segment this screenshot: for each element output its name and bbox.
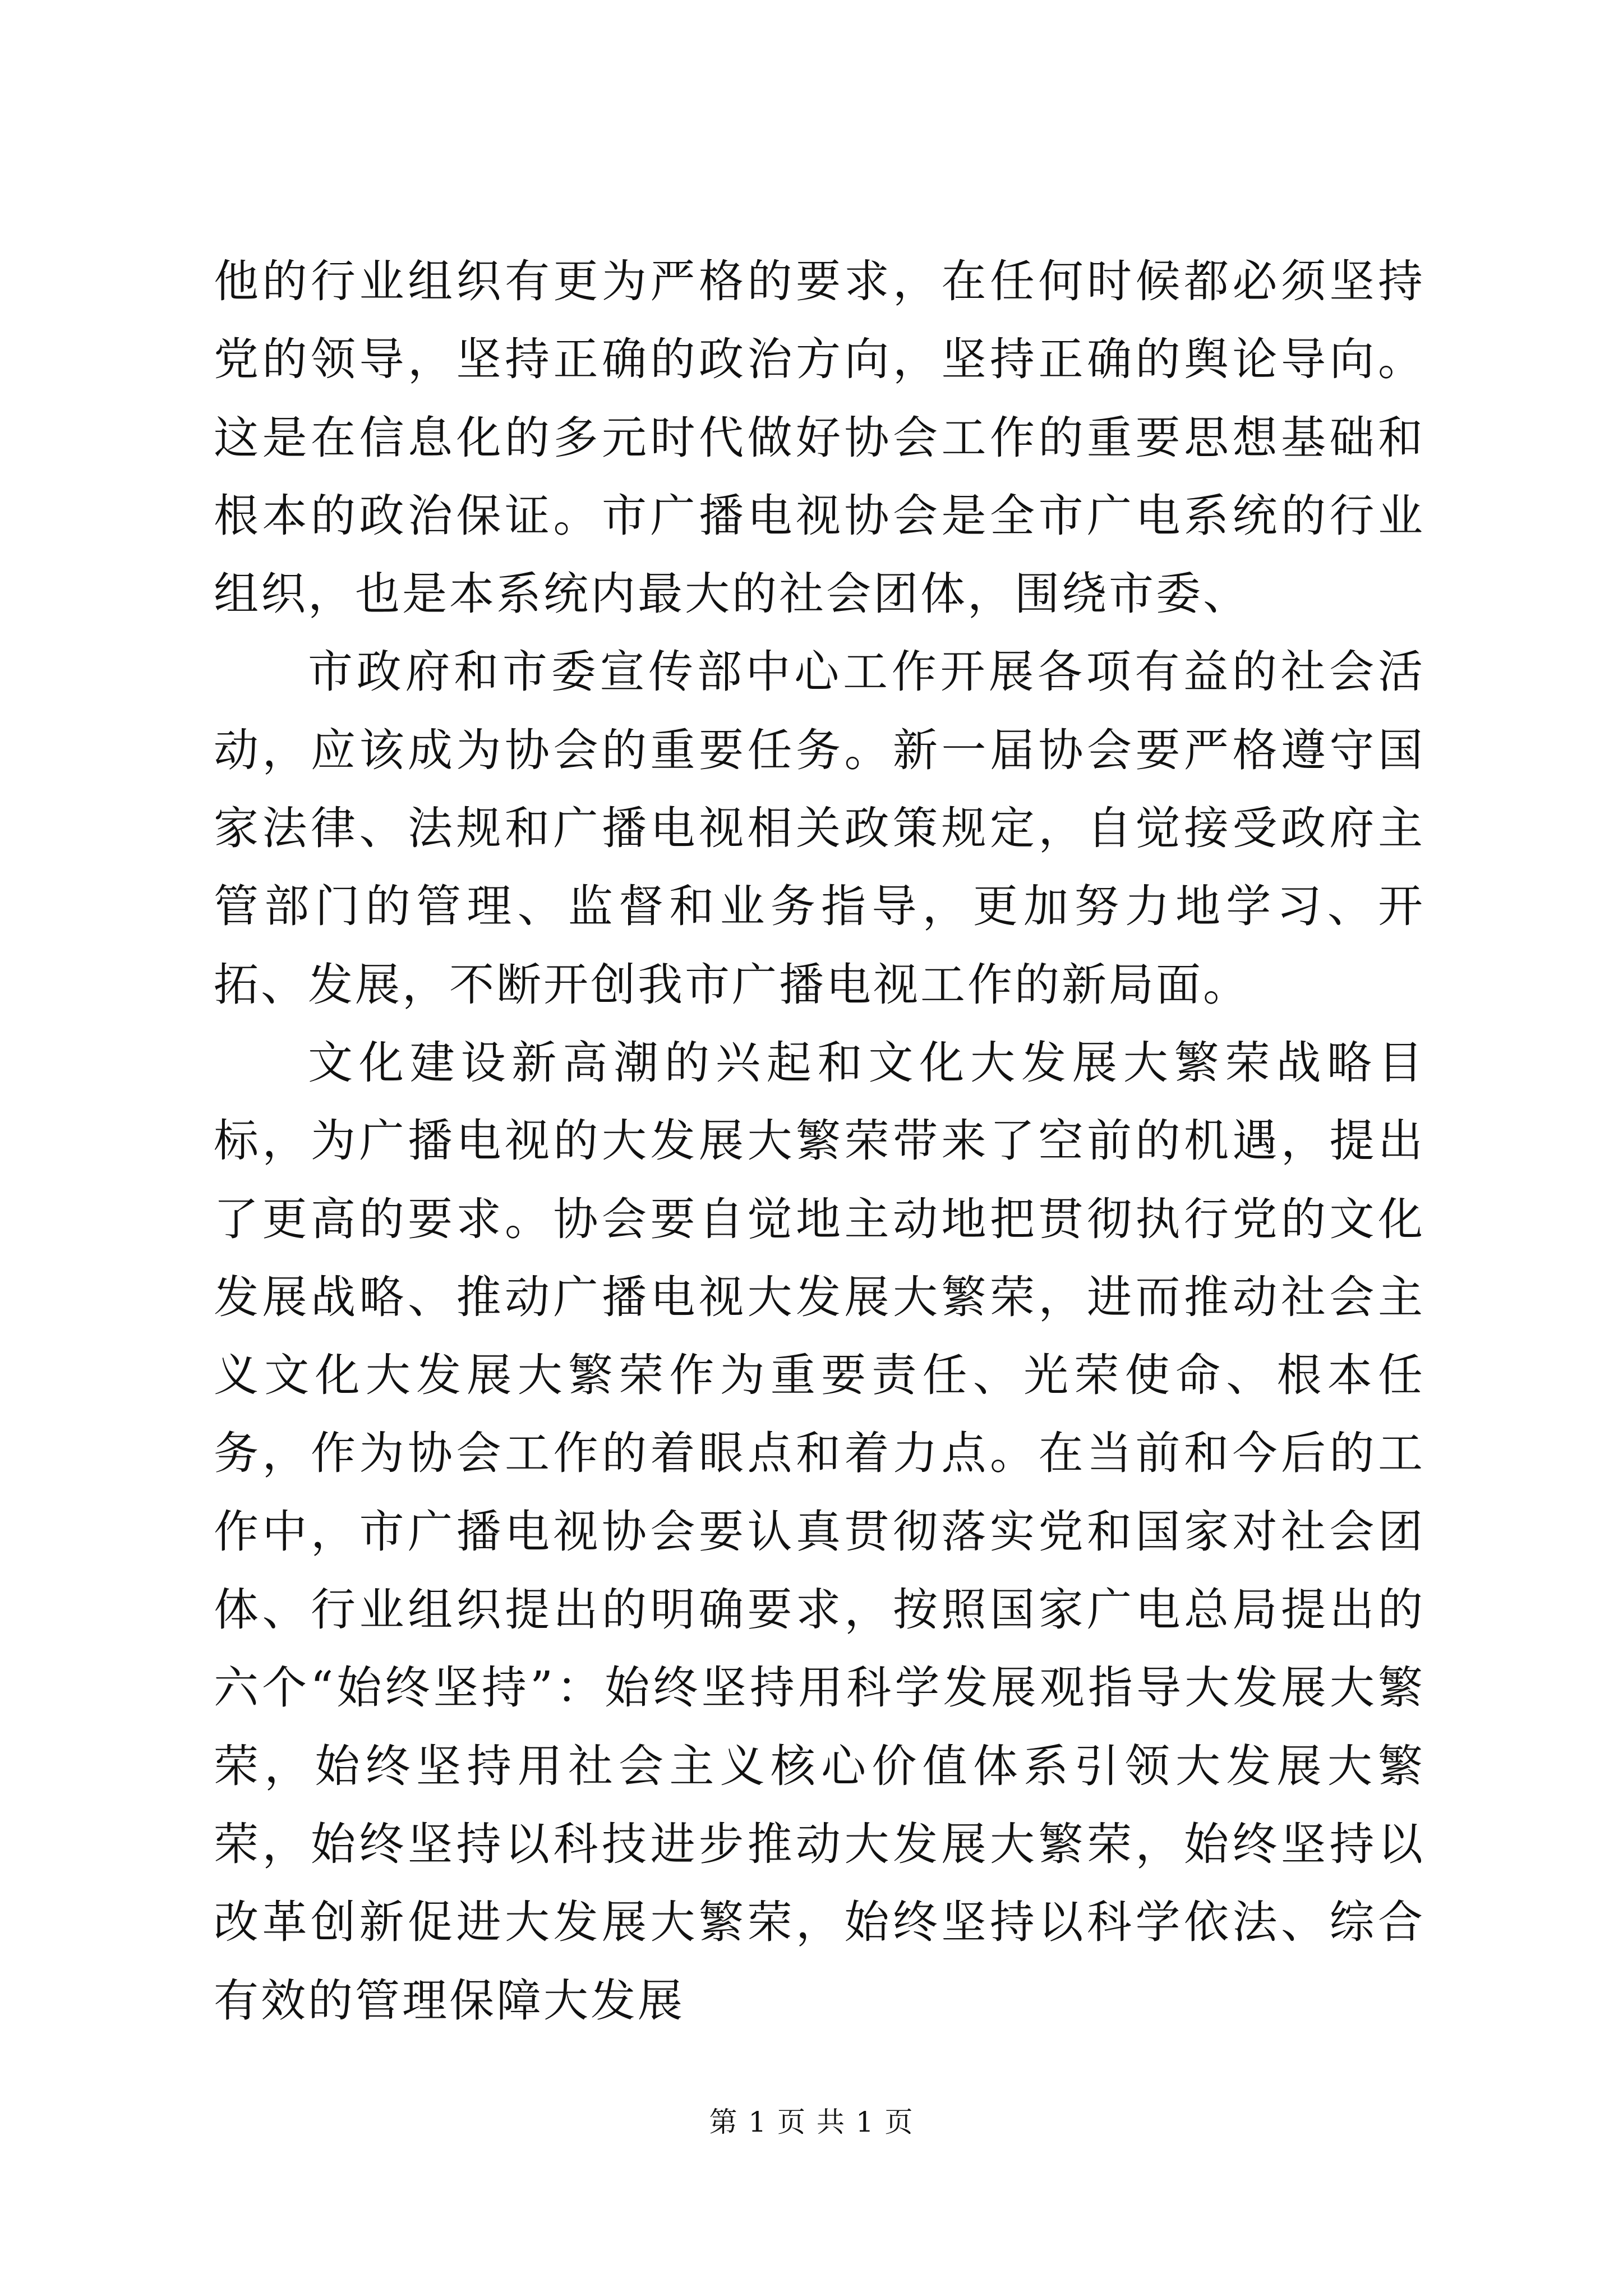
paragraph-3: 文化建设新高潮的兴起和文化大发展大繁荣战略目标，为广播电视的大发展大繁荣带来了空前的机遇，提出了更高的要求。协会要自觉地主动地把贯彻执行党的文化发展战略、推动广播电视大发展大繁荣，进而推动社会主义文化大发展大繁荣作为重要责任、光荣使命、根本任务，作为协会工作的着眼点和着力点。在当前和今后的工作中，市广播电视协会要认真贯彻落实党和国家对社会团体、行业组织提出的明确要求，按照国家广电总局提出的六个“始终坚持”：始终坚持用科学发展观指导大发展大繁荣，始终坚持用社会主义核心价值体系引领大发展大繁荣，始终坚持以科技进步推动大发展大繁荣，始终坚持以改革创新促进大发展大繁荣，始终坚持以科学依法、综合有效的管理保障大发展 xyxy=(214,1036,1425,2027)
page-number-footer: 第 1 页 共 1 页 xyxy=(709,2106,914,2138)
document-body xyxy=(214,242,1425,2040)
paragraph-1: 他的行业组织有更为严格的要求，在任何时候都必须坚持党的领导，坚持正确的政治方向，坚持正确的舆论导向。这是在信息化的多元时代做好协会工作的重要思想基础和根本的政治保证。市广播电视协会是全市广电系统的行业组织，也是本系统内最大的社会团体，围绕市委、 xyxy=(214,255,1425,620)
paragraph-2: 市政府和市委宣传部中心工作开展各项有益的社会活动，应该成为协会的重要任务。新一届协会要严格遵守国家法律、法规和广播电视相关政策规定，自觉接受政府主管部门的管理、监督和业务指导，更加努力地学习、开拓、发展，不断开创我市广播电视工作的新局面。 xyxy=(214,646,1425,1011)
